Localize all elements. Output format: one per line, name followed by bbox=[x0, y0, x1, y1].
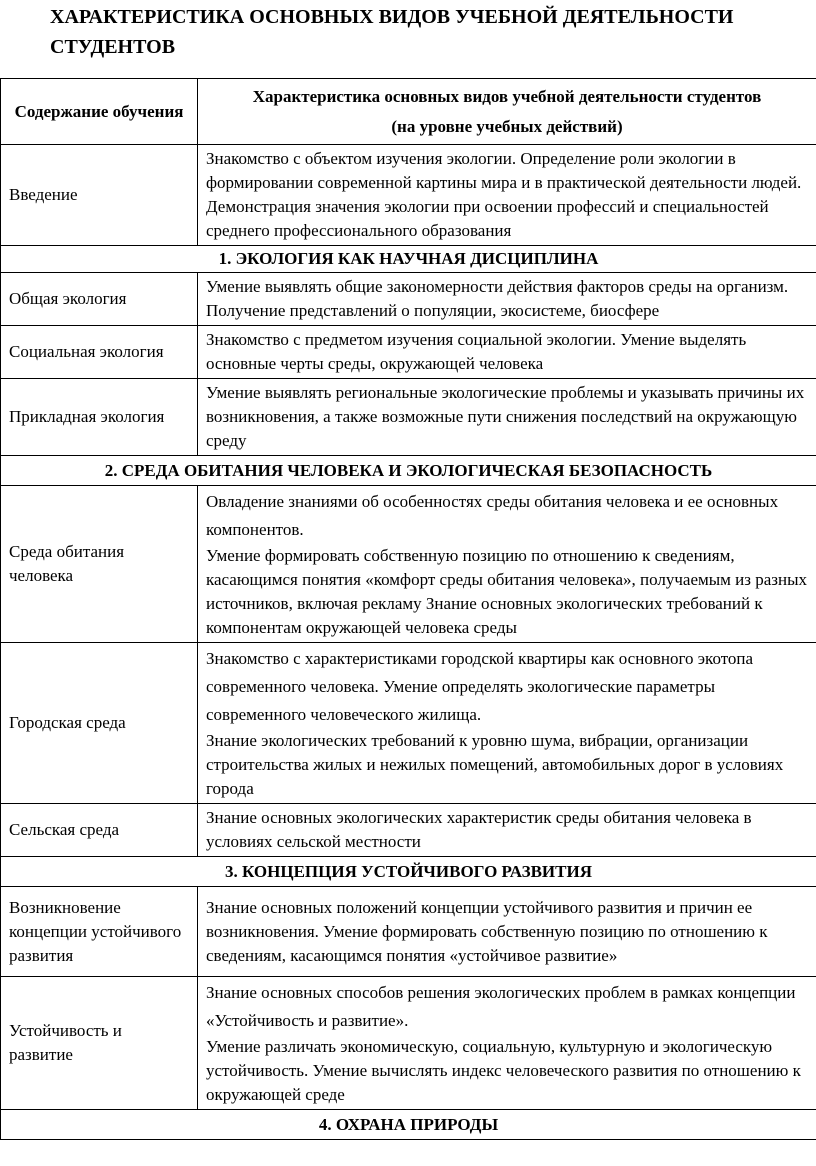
topic-cell: Возникновение концепции устойчивого развития bbox=[1, 887, 198, 977]
table-row bbox=[1, 643, 816, 804]
topic-cell: Общая экология bbox=[1, 273, 198, 326]
description-cell: Знакомство с объектом изучения экологии. Определение роли экологии в формировании современной картины мира и в практической деятельности людей. Демонстрация значения экологии при освоении профессий и специальностей среднего профессионального образования bbox=[198, 145, 816, 246]
section-title: 1. ЭКОЛОГИЯ КАК НАУЧНАЯ ДИСЦИПЛИНА bbox=[1, 246, 816, 273]
description-cell bbox=[198, 379, 816, 456]
description-paragraph: Умение выявлять общие закономерности действия факторов среды на организм. Получение представлений о популяции, экосистеме, биосфере bbox=[206, 277, 789, 320]
topic-cell: Введение bbox=[1, 145, 198, 246]
table-row bbox=[1, 486, 816, 643]
activities-table bbox=[0, 78, 816, 1140]
topic-cell: Сельская среда bbox=[1, 804, 198, 857]
description-paragraph: Знание экологических требований к уровню шума, вибрации, организации строительства жилых и нежилых помещений, автомобильных дорог в условиях города bbox=[206, 731, 784, 798]
table-row bbox=[1, 379, 816, 456]
section-title: 3. КОНЦЕПЦИЯ УСТОЙЧИВОГО РАЗВИТИЯ bbox=[1, 857, 816, 887]
document-title: ХАРАКТЕРИСТИКА ОСНОВНЫХ ВИДОВ УЧЕБНОЙ ДЕЯТЕЛЬНОСТИ СТУДЕНТОВ bbox=[50, 6, 734, 58]
table-header-row bbox=[1, 79, 816, 145]
description-paragraph: Знакомство с предметом изучения социальной экологии. Умение выделять основные черты среды, окружающей человека bbox=[206, 330, 747, 373]
table-body bbox=[1, 145, 816, 1140]
table-row bbox=[1, 887, 816, 977]
topic-cell: Среда обитания человека bbox=[1, 486, 198, 643]
topic-cell: Городская среда bbox=[1, 643, 198, 804]
topic-cell: Устойчивость и развитие bbox=[1, 977, 198, 1110]
section-row bbox=[1, 456, 816, 486]
table-row bbox=[1, 804, 816, 857]
description-paragraph: Знакомство с характеристиками городской квартиры как основного экотопа современного человека. Умение определять экологические параметры современного человеческого жилища. bbox=[206, 649, 754, 724]
section-title: 2. СРЕДА ОБИТАНИЯ ЧЕЛОВЕКА И ЭКОЛОГИЧЕСКАЯ БЕЗОПАСНОСТЬ bbox=[1, 456, 816, 486]
description-paragraph: Знание основных способов решения экологических проблем в рамках концепции «Устойчивость и развитие». bbox=[206, 983, 796, 1030]
header-characteristics-line2: (на уровне учебных действий) bbox=[391, 116, 623, 136]
header-content: Содержание обучения bbox=[1, 79, 198, 145]
section-title: 4. ОХРАНА ПРИРОДЫ bbox=[1, 1110, 816, 1140]
description-paragraph: Знание основных положений концепции устойчивого развития и причин ее возникновения. Умение формировать собственную позицию по отношению к сведениям, касающимся понятия «устойчивое развитие» bbox=[206, 897, 768, 965]
description-paragraph: Умение различать экономическую, социальную, культурную и экологическую устойчивость. Умение вычислять индекс человеческого развития по отношению к окружающей среде bbox=[206, 1037, 801, 1104]
table-row bbox=[1, 977, 816, 1110]
topic-cell: Социальная экология bbox=[1, 326, 198, 379]
header-characteristics bbox=[198, 79, 816, 145]
description-paragraph: Умение формировать собственную позицию по отношению к сведениям, касающимся понятия «комфорт среды обитания человека», получаемым из разных источников, включая рекламу Знание основных экологических требований к компонентам окружающей человека среды bbox=[206, 546, 808, 637]
table-row bbox=[1, 145, 816, 246]
section-row bbox=[1, 1110, 816, 1140]
section-row bbox=[1, 857, 816, 887]
description-cell bbox=[198, 273, 816, 326]
description-cell bbox=[198, 887, 816, 977]
description-cell bbox=[198, 643, 816, 804]
table-row bbox=[1, 326, 816, 379]
description-cell bbox=[198, 804, 816, 857]
topic-cell: Прикладная экология bbox=[1, 379, 198, 456]
description-cell bbox=[198, 486, 816, 643]
description-paragraph: Умение выявлять региональные экологические проблемы и указывать причины их возникновения, а также возможные пути снижения последствий на окружающую среду bbox=[206, 383, 805, 450]
description-cell bbox=[198, 326, 816, 379]
section-row bbox=[1, 246, 816, 273]
description-paragraph: Знание основных экологических характеристик среды обитания человека в условиях сельской местности bbox=[206, 808, 752, 851]
table-row bbox=[1, 273, 816, 326]
description-cell bbox=[198, 977, 816, 1110]
description-paragraph: Овладение знаниями об особенностях среды обитания человека и ее основных компонентов. bbox=[206, 492, 779, 539]
header-characteristics-line1: Характеристика основных видов учебной деятельности студентов bbox=[252, 86, 762, 106]
